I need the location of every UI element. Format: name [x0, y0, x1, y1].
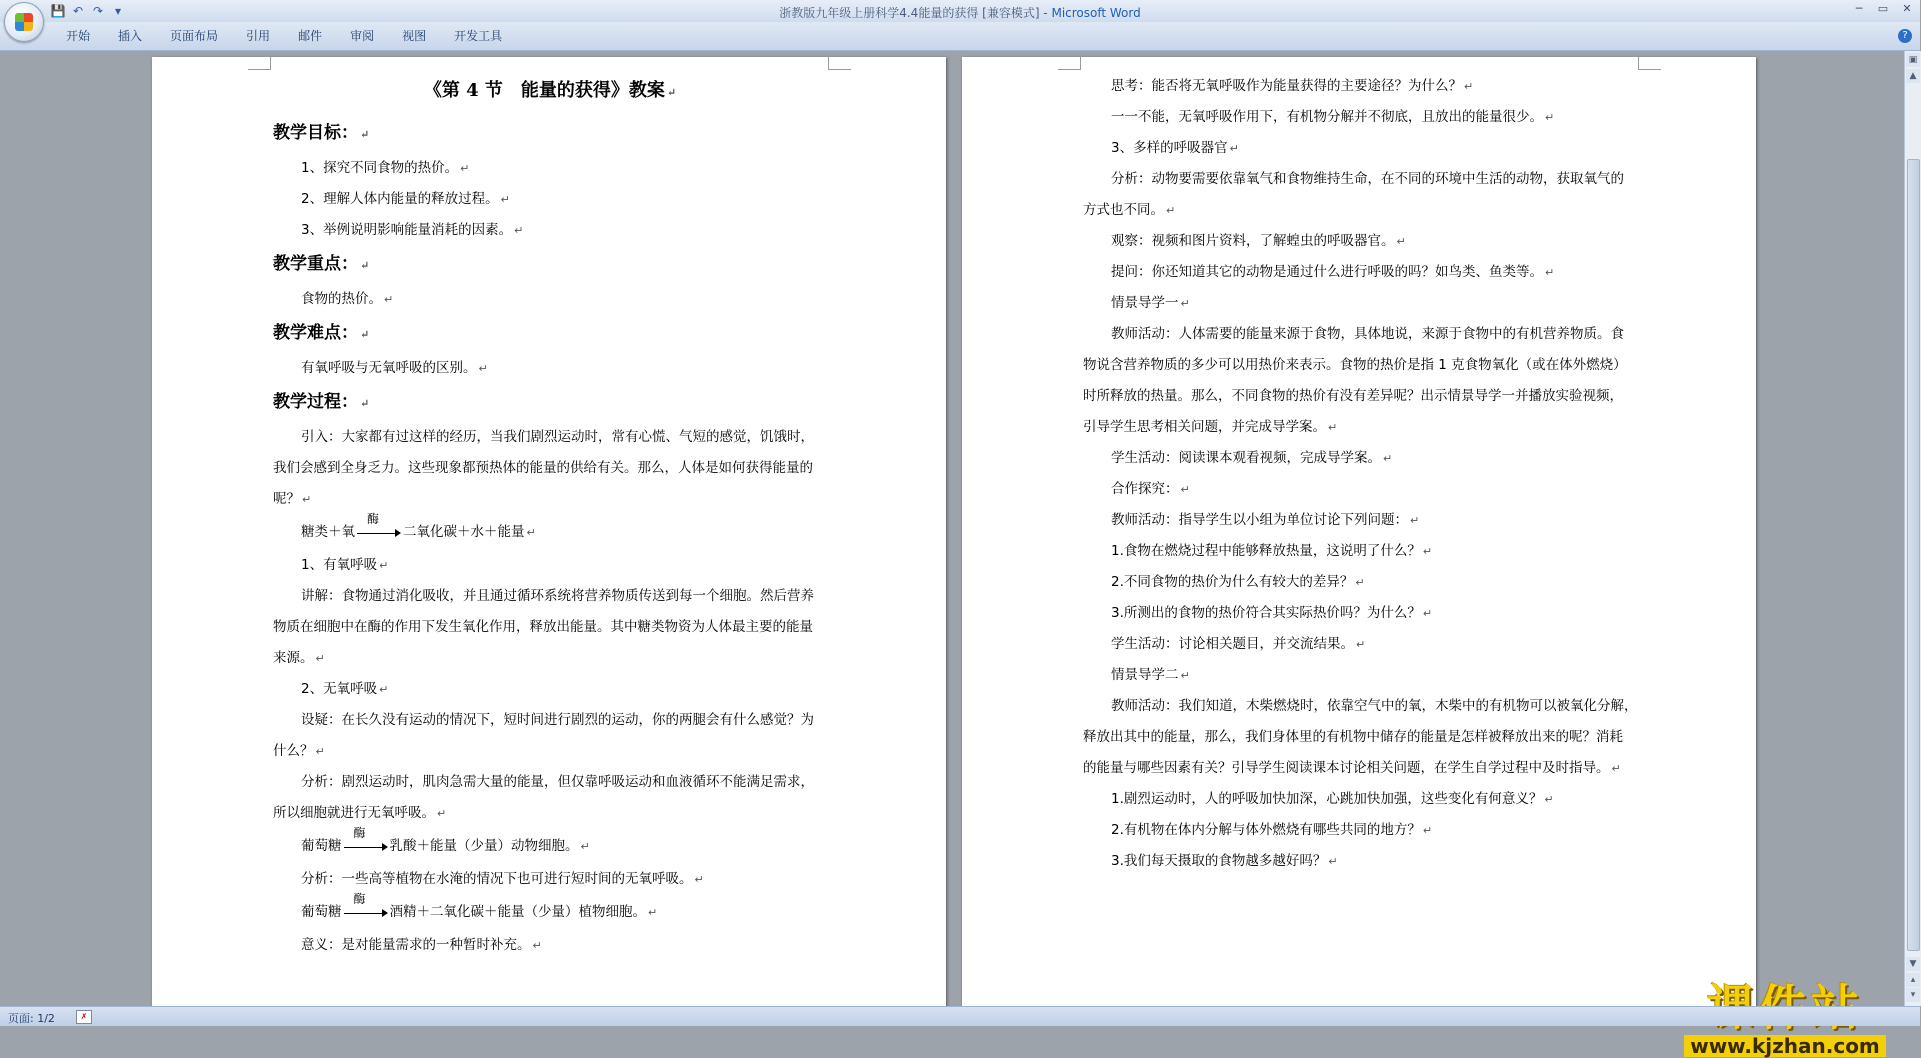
- paragraph: 1.食物在燃烧过程中能够释放热量，这说明了什么？ ↵: [1111, 543, 1433, 559]
- status-bar: [0, 1006, 1920, 1026]
- section-heading: 教学重点： ↵: [273, 254, 370, 274]
- equation-left: 葡萄糖: [301, 838, 342, 854]
- paragraph: 2.有机物在体内分解与体外燃烧有哪些共同的地方？ ↵: [1111, 822, 1433, 838]
- difficulty-text: 有氧呼吸与无氧呼吸的区别。: [301, 360, 477, 376]
- paragraph: 来源。 ↵: [273, 650, 325, 666]
- question-line: 什么？: [273, 743, 314, 759]
- paragraph: [1083, 319, 1637, 350]
- paragraph: 一一不能，无氧呼吸作用下，有机物分解并不彻底，且放出的能量很少。 ↵: [1111, 109, 1555, 125]
- paragraph: 思考：能否将无氧呼吸作为能量获得的主要途径？为什么？ ↵: [1111, 78, 1474, 94]
- next-page-icon[interactable]: ▾: [1906, 988, 1920, 1002]
- tab-references[interactable]: 引用: [246, 29, 271, 43]
- app-name: Microsoft Word: [1051, 6, 1141, 20]
- think-line: 思考：能否将无氧呼吸作为能量获得的主要途径？为什么？: [1111, 78, 1462, 94]
- title-bar: [0, 0, 1920, 22]
- paragraph: 3、多样的呼吸器官 ↵: [1111, 140, 1239, 156]
- help-icon[interactable]: ?: [1898, 29, 1912, 43]
- crop-mark: [1638, 57, 1661, 70]
- paragraph: [273, 581, 827, 612]
- ruler-toggle-icon[interactable]: ▣: [1906, 53, 1920, 67]
- scroll-down-icon[interactable]: ▼: [1906, 957, 1920, 971]
- paragraph: 学生活动：讨论相关题目，并交流结果。 ↵: [1111, 636, 1366, 652]
- heading-key-points: 教学重点：: [273, 254, 358, 274]
- student-line: 学生活动：阅读课本观看视频，完成导学案。: [1111, 450, 1381, 466]
- section-heading: 教学难点： ↵: [273, 323, 370, 343]
- vertical-scrollbar[interactable]: [1904, 51, 1921, 1006]
- meaning-line: 意义：是对能量需求的一种暂时补充。: [301, 937, 531, 953]
- teacher-line: 物说含营养物质的多少可以用热价来表示。食物的热价是指 1 克食物氧化（或在体外燃烧）: [1083, 357, 1627, 373]
- equation-left: 糖类＋氧: [301, 524, 355, 540]
- section-heading: 教学过程： ↵: [273, 392, 370, 412]
- maximize-icon[interactable]: ▭: [1877, 2, 1889, 15]
- paragraph: 2、理解人体内能量的释放过程。 ↵: [301, 191, 510, 207]
- paragraph: [1083, 691, 1637, 722]
- paragraph: 1、探究不同食物的热价。 ↵: [301, 160, 470, 176]
- paragraph: [1083, 381, 1637, 412]
- question-item: 2.不同食物的热价为什么有较大的差异？: [1111, 574, 1354, 590]
- intro-line: 呢？: [273, 491, 300, 507]
- paragraph: [1083, 350, 1637, 381]
- paragraph: 观察：视频和图片资料，了解蝗虫的呼吸器官。 ↵: [1111, 233, 1406, 249]
- think-answer-line: 一一不能，无氧呼吸作用下，有机物分解并不彻底，且放出的能量很少。: [1111, 109, 1543, 125]
- scroll-up-icon[interactable]: ▲: [1906, 69, 1920, 83]
- equation-right: 酒精＋二氧化碳＋能量（少量）植物细胞。: [389, 904, 646, 920]
- page-2-body[interactable]: [1083, 71, 1637, 877]
- paragraph: 3、举例说明影响能量消耗的因素。 ↵: [301, 222, 524, 238]
- goal-1: 1、探究不同食物的热价。: [301, 160, 459, 176]
- goal-3: 3、举例说明影响能量消耗的因素。: [301, 222, 513, 238]
- document-page-2[interactable]: [962, 57, 1756, 1017]
- ask-line: 提问：你还知道其它的动物是通过什么进行呼吸的吗？如鸟类、鱼类等。: [1111, 264, 1543, 280]
- paragraph: 有氧呼吸与无氧呼吸的区别。 ↵: [301, 360, 488, 376]
- subheading-aerobic: 1、有氧呼吸: [301, 557, 378, 573]
- explain-line: 讲解：食物通过消化吸收，并且通过循环系统将营养物质传送到每一个细胞。然后营养: [301, 588, 814, 604]
- redo-icon[interactable]: ↷: [92, 4, 104, 18]
- tab-developer[interactable]: 开发工具: [454, 29, 503, 43]
- explain-line: 来源。: [273, 650, 314, 666]
- window-title: [0, 4, 1920, 21]
- analysis-line: 方式也不同。: [1083, 202, 1164, 218]
- reaction-arrow-icon: [344, 826, 388, 853]
- paragraph: 情景导学一 ↵: [1111, 295, 1190, 311]
- subheading-anaerobic: 2、无氧呼吸: [301, 681, 378, 697]
- analysis-line: 所以细胞就进行无氧呼吸。: [273, 805, 435, 821]
- intro-line: 引入：大家都有过这样的经历，当我们剧烈运动时，常有心慌、气短的感觉，饥饿时，: [301, 429, 814, 445]
- key-point-text: 食物的热价。: [301, 291, 382, 307]
- paragraph: 引导学生思考相关问题，并完成导学案。 ↵: [1083, 419, 1338, 435]
- tab-view[interactable]: 视图: [402, 29, 427, 43]
- scene-heading: 情景导学二: [1111, 667, 1179, 683]
- paragraph: [273, 767, 827, 798]
- minimize-icon[interactable]: ─: [1855, 2, 1863, 15]
- office-logo-icon: [15, 13, 33, 31]
- document-name: 浙教版九年级上册科学4.4能量的获得 [兼容模式] -: [779, 6, 1052, 20]
- teacher-line: 引导学生思考相关问题，并完成导学案。: [1083, 419, 1326, 435]
- watermark-url: www.kjzhan.com: [1684, 1035, 1886, 1057]
- save-icon[interactable]: 💾: [50, 4, 66, 18]
- crop-mark: [248, 57, 271, 70]
- ribbon-tab-bar: [0, 22, 1920, 51]
- equation-right: 乳酸＋能量（少量）动物细胞。: [389, 838, 579, 854]
- equation-lactic: 葡萄糖 酶 乳酸＋能量（少量）动物细胞。 ↵: [301, 826, 590, 854]
- question-item: 1.食物在燃烧过程中能够释放热量，这说明了什么？: [1111, 543, 1421, 559]
- crop-mark: [1058, 57, 1081, 70]
- teacher-line: 时所释放的热量。那么，不同食物的热价有没有差异呢？出示情景导学一并播放实验视频，: [1083, 388, 1623, 404]
- tab-insert[interactable]: 插入: [118, 29, 143, 43]
- heading-objectives: 教学目标：: [273, 123, 358, 143]
- paragraph: 3.我们每天摄取的食物越多越好吗？ ↵: [1111, 853, 1338, 869]
- heading-difficulty: 教学难点：: [273, 323, 358, 343]
- tab-page-layout[interactable]: 页面布局: [170, 29, 219, 43]
- paragraph: [273, 705, 827, 736]
- enzyme-label: 酶: [353, 892, 366, 906]
- explain-line: 物质在细胞中在酶的作用下发生氧化作用，释放出能量。其中糖类物资为人体最主要的能量: [273, 619, 813, 635]
- customize-icon[interactable]: ▾: [114, 4, 122, 18]
- undo-icon[interactable]: ↶: [72, 4, 84, 18]
- paragraph: 1.剧烈运动时，人的呼吸加快加深，心跳加快加强，这些变化有何意义？ ↵: [1111, 791, 1554, 807]
- document-page-1[interactable]: [152, 57, 946, 1017]
- document-title-text: 《第 4 节 能量的获得》教案: [423, 80, 665, 101]
- page-number-status[interactable]: 页面: 1/2: [8, 1012, 55, 1025]
- paragraph: 分析：一些高等植物在水淹的情况下也可进行短时间的无氧呼吸。 ↵: [301, 871, 704, 887]
- equation-aerobic: 糖类＋氧 酶 二氧化碳＋水＋能量 ↵: [301, 512, 536, 540]
- paragraph: 什么？ ↵: [273, 743, 325, 759]
- paragraph: 意义：是对能量需求的一种暂时补充。 ↵: [301, 937, 542, 953]
- crop-mark: [828, 57, 851, 70]
- scrollbar-thumb[interactable]: [1907, 159, 1920, 951]
- scene-heading: 情景导学一: [1111, 295, 1179, 311]
- section-heading: 教学目标： ↵: [273, 123, 370, 143]
- student-line: 学生活动：讨论相关题目，并交流结果。: [1111, 636, 1354, 652]
- question-item: 2.有机物在体内分解与体外燃烧有哪些共同的地方？: [1111, 822, 1421, 838]
- observe-line: 观察：视频和图片资料，了解蝗虫的呼吸器官。: [1111, 233, 1395, 249]
- paragraph: 食物的热价。 ↵: [301, 291, 394, 307]
- close-icon[interactable]: ✕: [1902, 2, 1912, 15]
- equation-right: 二氧化碳＋水＋能量: [403, 524, 525, 540]
- equation-alcohol: 葡萄糖 酶 酒精＋二氧化碳＋能量（少量）植物细胞。 ↵: [301, 892, 658, 920]
- intro-line: 我们会感到全身乏力。这些现象都预热体的能量的供给有关。那么，人体是如何获得能量的: [273, 460, 813, 476]
- paragraph: 合作探究： ↵: [1111, 481, 1190, 497]
- analysis-line: 分析：剧烈运动时，肌肉急需大量的能量，但仅靠呼吸运动和血液循环不能满足需求，: [301, 774, 814, 790]
- paragraph: 呢？ ↵: [273, 491, 312, 507]
- question-item: 3.我们每天摄取的食物越多越好吗？: [1111, 853, 1327, 869]
- question-item: 3.所测出的食物的热价符合其实际热价吗？为什么？: [1111, 605, 1421, 621]
- previous-page-icon[interactable]: ▴: [1906, 973, 1920, 987]
- paragraph: 2、无氧呼吸 ↵: [301, 681, 389, 697]
- teacher-line: 的能量与哪些因素有关？引导学生阅读课本讨论相关问题，在学生自学过程中及时指导。: [1083, 760, 1610, 776]
- teacher-line: 教师活动：指导学生以小组为单位讨论下列问题：: [1111, 512, 1408, 528]
- paragraph: 3.所测出的食物的热价符合其实际热价吗？为什么？ ↵: [1111, 605, 1433, 621]
- paragraph: 的能量与哪些因素有关？引导学生阅读课本讨论相关问题，在学生自学过程中及时指导。 ↵: [1083, 760, 1621, 776]
- reaction-arrow-icon: [344, 892, 388, 919]
- teacher-line: 教师活动：人体需要的能量来源于食物，具体地说，来源于食物中的有机营养物质。食: [1111, 326, 1624, 342]
- paragraph: 提问：你还知道其它的动物是通过什么进行呼吸的吗？如鸟类、鱼类等。 ↵: [1111, 264, 1555, 280]
- reaction-arrow-icon: [357, 512, 401, 539]
- question-line: 设疑：在长久没有运动的情况下，短时间进行剧烈的运动，你的两腿会有什么感觉？为: [301, 712, 814, 728]
- paragraph: 2.不同食物的热价为什么有较大的差异？ ↵: [1111, 574, 1365, 590]
- paragraph: 1、有氧呼吸 ↵: [301, 557, 389, 573]
- subheading-organs: 3、多样的呼吸器官: [1111, 140, 1228, 156]
- enzyme-label: 酶: [367, 512, 380, 526]
- paragraph: [273, 612, 827, 643]
- coop-line: 合作探究：: [1111, 481, 1179, 497]
- paragraph: [1083, 164, 1637, 195]
- analysis-line: 分析：一些高等植物在水淹的情况下也可进行短时间的无氧呼吸。: [301, 871, 693, 887]
- teacher-line: 教师活动：我们知道，木柴燃烧时，依靠空气中的氧，木柴中的有机物可以被氧化分解，: [1111, 698, 1638, 714]
- paragraph: [1083, 722, 1637, 753]
- analysis-line: 分析：动物要需要依靠氧气和食物维持生命，在不同的环境中生活的动物，获取氧气的: [1111, 171, 1624, 187]
- teacher-line: 释放出其中的能量，那么，我们身体里的有机物中储存的能量是怎样被释放出来的呢？消耗: [1083, 729, 1623, 745]
- window-controls: [1852, 2, 1914, 16]
- paragraph: 教师活动：指导学生以小组为单位讨论下列问题： ↵: [1111, 512, 1420, 528]
- goal-2: 2、理解人体内能量的释放过程。: [301, 191, 499, 207]
- proofing-icon[interactable]: ✗: [76, 1010, 92, 1024]
- paragraph: 学生活动：阅读课本观看视频，完成导学案。 ↵: [1111, 450, 1393, 466]
- paragraph: 所以细胞就进行无氧呼吸。 ↵: [273, 805, 447, 821]
- paragraph: 情景导学二 ↵: [1111, 667, 1190, 683]
- enzyme-label: 酶: [353, 826, 366, 840]
- tab-home[interactable]: 开始: [66, 29, 91, 43]
- paragraph: [273, 453, 827, 484]
- tab-mailings[interactable]: 邮件: [298, 29, 323, 43]
- tab-review[interactable]: 审阅: [350, 29, 375, 43]
- question-item: 1.剧烈运动时，人的呼吸加快加深，心跳加快加强，这些变化有何意义？: [1111, 791, 1543, 807]
- office-button[interactable]: [4, 2, 44, 42]
- equation-left: 葡萄糖: [301, 904, 342, 920]
- paragraph: 方式也不同。 ↵: [1083, 202, 1176, 218]
- heading-process: 教学过程：: [273, 392, 358, 412]
- document-title: 《第 4 节 能量的获得》教案 ↵: [423, 80, 677, 101]
- page-1-body[interactable]: [273, 73, 827, 961]
- paragraph: [273, 422, 827, 453]
